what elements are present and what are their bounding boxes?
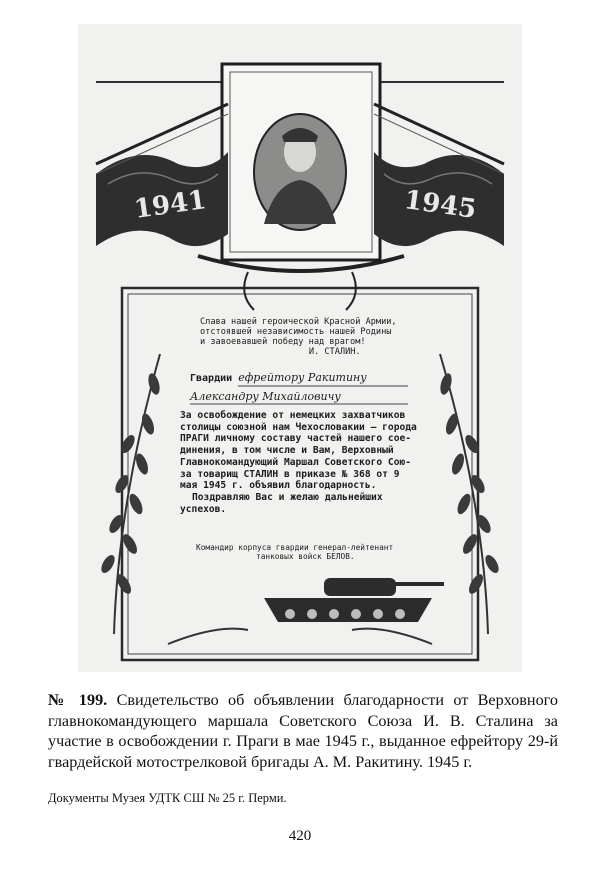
recipient-rank: ефрейтору Ракитину <box>238 371 367 384</box>
body-line: мая 1945 г. объявил благодарность. <box>180 480 377 492</box>
body-line: успехов. <box>180 503 227 515</box>
year-right: 1945 <box>402 185 479 225</box>
body-line: За освобождение от немецких захватчиков <box>180 410 406 421</box>
source-note: Документы Музея УДТК СШ № 25 г. Перми. <box>48 791 287 805</box>
stalin-motto <box>200 318 397 358</box>
figure-caption <box>48 690 558 772</box>
body-line: Главнокомандующий Маршал Советского Сою- <box>180 456 412 468</box>
recipient-address <box>190 372 367 403</box>
commander-signature <box>196 544 393 562</box>
signature-line: Командир корпуса гвардии генерал-лейтенант <box>196 543 394 552</box>
tank-illustration <box>264 578 444 622</box>
certificate-body <box>180 410 417 515</box>
caption-text: Свидетельство об объявлении благодарности от Верховного главнокомандующего маршала Советского Союза И. В. Сталина за участие в освобождении г. Праги в мае 1945 г., выданное ефрейтору 29-й гвардейской мотострелковой бригады А. М. Ракитину. 1945 г. <box>48 691 558 771</box>
address-prefix: Гвардии <box>190 373 233 384</box>
certificate-scan <box>78 24 522 672</box>
motto-signature: И. СТАЛИН. <box>308 346 361 357</box>
motto-line: отстоявшей независимость нашей Родины <box>200 326 392 337</box>
caption-number: № 199. <box>48 691 108 709</box>
page-number: 420 <box>288 828 312 844</box>
body-line: столицы союзной нам Чехословакии — города <box>180 421 417 433</box>
body-line: ПРАГИ личному составу частей нашего сое- <box>180 433 412 445</box>
signature-line: танковых войск БЕЛОВ. <box>256 551 355 561</box>
year-left: 1941 <box>132 185 209 225</box>
body-line: за товарищ СТАЛИН в приказе № 368 от 9 <box>180 468 400 480</box>
body-line: Поздравляю Вас и желаю дальнейших <box>192 491 383 503</box>
body-line: динения, в том числе и Вам, Верховный <box>180 445 394 457</box>
motto-line: и завоевавшей победу над врагом! <box>200 336 366 347</box>
recipient-name: Александру Михайловичу <box>190 389 341 403</box>
motto-line: Слава нашей героической Красной Армии, <box>200 317 397 327</box>
